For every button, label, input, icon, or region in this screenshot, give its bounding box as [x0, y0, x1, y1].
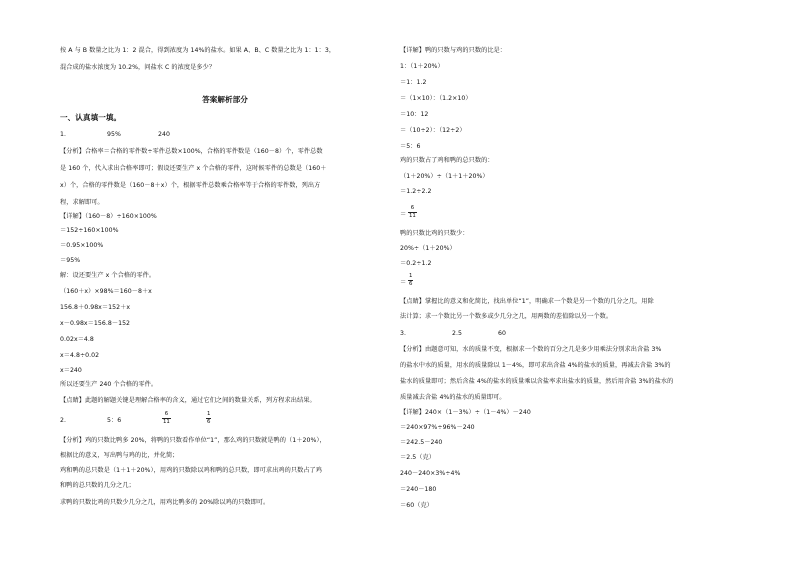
solution-line: 鸡的只数占了鸡和鸭的总只数的：: [400, 157, 494, 164]
problem-text-line: 混合成的盐水浓度为 10.2%，问盐水 C 的浓度是多少？: [60, 64, 216, 71]
fraction-numerator: 6: [164, 411, 169, 417]
equation-line: ＝（10÷2）：（12÷2）: [400, 127, 466, 134]
answer-value: 95%: [107, 131, 121, 138]
analysis-line: 质量减去含盐 4%的盐水的质量即可。: [400, 394, 506, 401]
analysis-line: 根据比的意义，写出鸭与鸡的比，并化简；: [60, 452, 179, 459]
fraction-denominator: 11: [409, 213, 416, 220]
equation-line: （160＋x）×98%＝160－8＋x: [60, 288, 152, 295]
fraction-denominator: 11: [163, 419, 170, 426]
fraction-numerator: 6: [410, 205, 415, 211]
comment-line: 法计算；求一个数比另一个数多或少几分之几，用两数的差值除以另一个数。: [400, 313, 613, 320]
answer-value: 5：6: [107, 417, 122, 424]
solution-line: ＝95%: [60, 257, 81, 264]
answer-fraction: [162, 411, 171, 425]
equation-line: ＝60（克）: [400, 502, 433, 509]
analysis-line: 是 160 个，代入求出合格率即可；假设还要生产 x 个合格的零件，这时候零件的总数是（160＋: [60, 165, 327, 172]
equation-line: ＝5：6: [400, 143, 421, 150]
analysis-line: 求鸭的只数比鸡的只数少几分之几，用鸡比鸭多的 20%除以鸡的只数即可。: [60, 499, 270, 506]
analysis-line: 【分析】由题意可知，水的质量不变，根据求一个数的百分之几是多少用乘法分别求出含盐 3%: [400, 346, 662, 353]
equation-line: 20%÷（1＋20%）: [400, 245, 456, 252]
equation-line: （1＋20%）÷（1＋1＋20%）: [400, 173, 489, 180]
analysis-line: 鸡和鸭的总只数是（1＋1＋20%），用鸡的只数除以鸡和鸭的总只数，即可求出鸡的只数占了鸡: [60, 467, 323, 474]
analysis-line: 程，求解即可。: [60, 199, 104, 206]
fraction-denominator: 6: [409, 281, 413, 288]
question-number: 2.: [60, 417, 67, 424]
equation-line: 1：（1＋20%）: [400, 63, 444, 70]
solution-line: 鸭的只数比鸡的只数少：: [400, 230, 469, 237]
comment-line: 【点睛】掌握比的意义和化简比，找出单位“1”，明确求一个数是另一个数的几分之几，用除: [400, 298, 654, 305]
equals-sign: ＝: [400, 211, 407, 218]
analysis-line: 【分析】合格率＝合格的零件数÷零件总数×100%，合格的零件数是（160－8）个，零件总数: [60, 148, 323, 155]
answer-value: 240: [158, 131, 170, 138]
comment-line: 【点睛】此题的解题关键是理解合格率的含义，通过它们之间的数量关系，列方程求出结果。: [60, 397, 316, 404]
equation-line: ＝1：1.2: [400, 79, 427, 86]
solution-line: 【详解】（160－8）÷160×100%: [60, 213, 157, 220]
equation-line: ＝（1×10）：（1.2×10）: [400, 95, 472, 102]
solution-line: 【详解】240×（1－3%）÷（1－4%）－240: [400, 409, 531, 416]
conclusion-line: 所以还要生产 240 个合格的零件。: [60, 381, 158, 388]
result-fraction: [408, 273, 413, 287]
equation-line: ＝2.5（克）: [400, 454, 435, 461]
equation-line: ＝240×97%÷96%－240: [400, 424, 475, 431]
section-title: 答案解析部分: [202, 95, 248, 104]
equation-line: ＝1.2÷2.2: [400, 188, 432, 195]
solution-line: ＝0.95×100%: [60, 242, 104, 249]
result-fraction: [408, 205, 417, 219]
equation-line: 240－240×3%÷4%: [400, 470, 461, 477]
equation-line: x＝4.8÷0.02: [60, 352, 100, 359]
equation-line: 0.02x＝4.8: [60, 336, 94, 343]
answer-value: 60: [498, 330, 506, 337]
analysis-line: 和鸭的总只数的几分之几；: [60, 482, 135, 489]
equation-line: x－0.98x＝156.8－152: [60, 320, 131, 327]
equation-line: ＝240－180: [400, 486, 437, 493]
analysis-line: x）个，合格的零件数是（160－8＋x）个，根据零件总数乘合格率等于合格的零件数，列出方: [60, 182, 321, 189]
solution-line: 【详解】鸭的只数与鸡的只数的比是：: [400, 47, 507, 54]
analysis-line: 盐水的质量即可；然后含盐 4%的盐水的质量乘以含盐率求出盐水的质量，然后用含盐 3%的盐水的: [400, 378, 674, 385]
answer-fraction: [206, 411, 211, 425]
equation-line: ＝10：12: [400, 111, 429, 118]
fraction-denominator: 6: [207, 419, 211, 426]
equation-line: ＝0.2÷1.2: [400, 260, 432, 267]
question-number: 1.: [60, 131, 67, 138]
equation-line: x＝240: [60, 367, 82, 374]
solution-line: 解：设还要生产 x 个合格的零件。: [60, 272, 156, 279]
fraction-numerator: 1: [409, 273, 413, 279]
analysis-line: 【分析】鸡的只数比鸭多 20%，将鸭的只数看作单位“1”，那么鸡的只数就是鸭的（1＋20%），: [60, 437, 326, 444]
equals-sign: ＝: [400, 279, 407, 286]
equation-line: 156.8＋0.98x＝152＋x: [60, 304, 131, 311]
question-number: 3.: [400, 330, 407, 337]
fraction-numerator: 1: [207, 411, 211, 417]
part-heading: 一、认真填一填。: [60, 113, 122, 122]
problem-text-line: 按 A 与 B 数量之比为 1：2 混合，得到浓度为 14%的盐水。如果 A、B、C 数量之比为 1：1：3，: [60, 47, 336, 54]
answer-value: 2.5: [452, 330, 462, 337]
equation-line: ＝242.5－240: [400, 439, 443, 446]
analysis-line: 的盐水中水的质量，用水的质量除以 1－4%，即可求出含盐 4%的盐水的质量，再减去含盐 3%的: [400, 362, 671, 369]
solution-line: ＝152÷160×100%: [60, 227, 119, 234]
